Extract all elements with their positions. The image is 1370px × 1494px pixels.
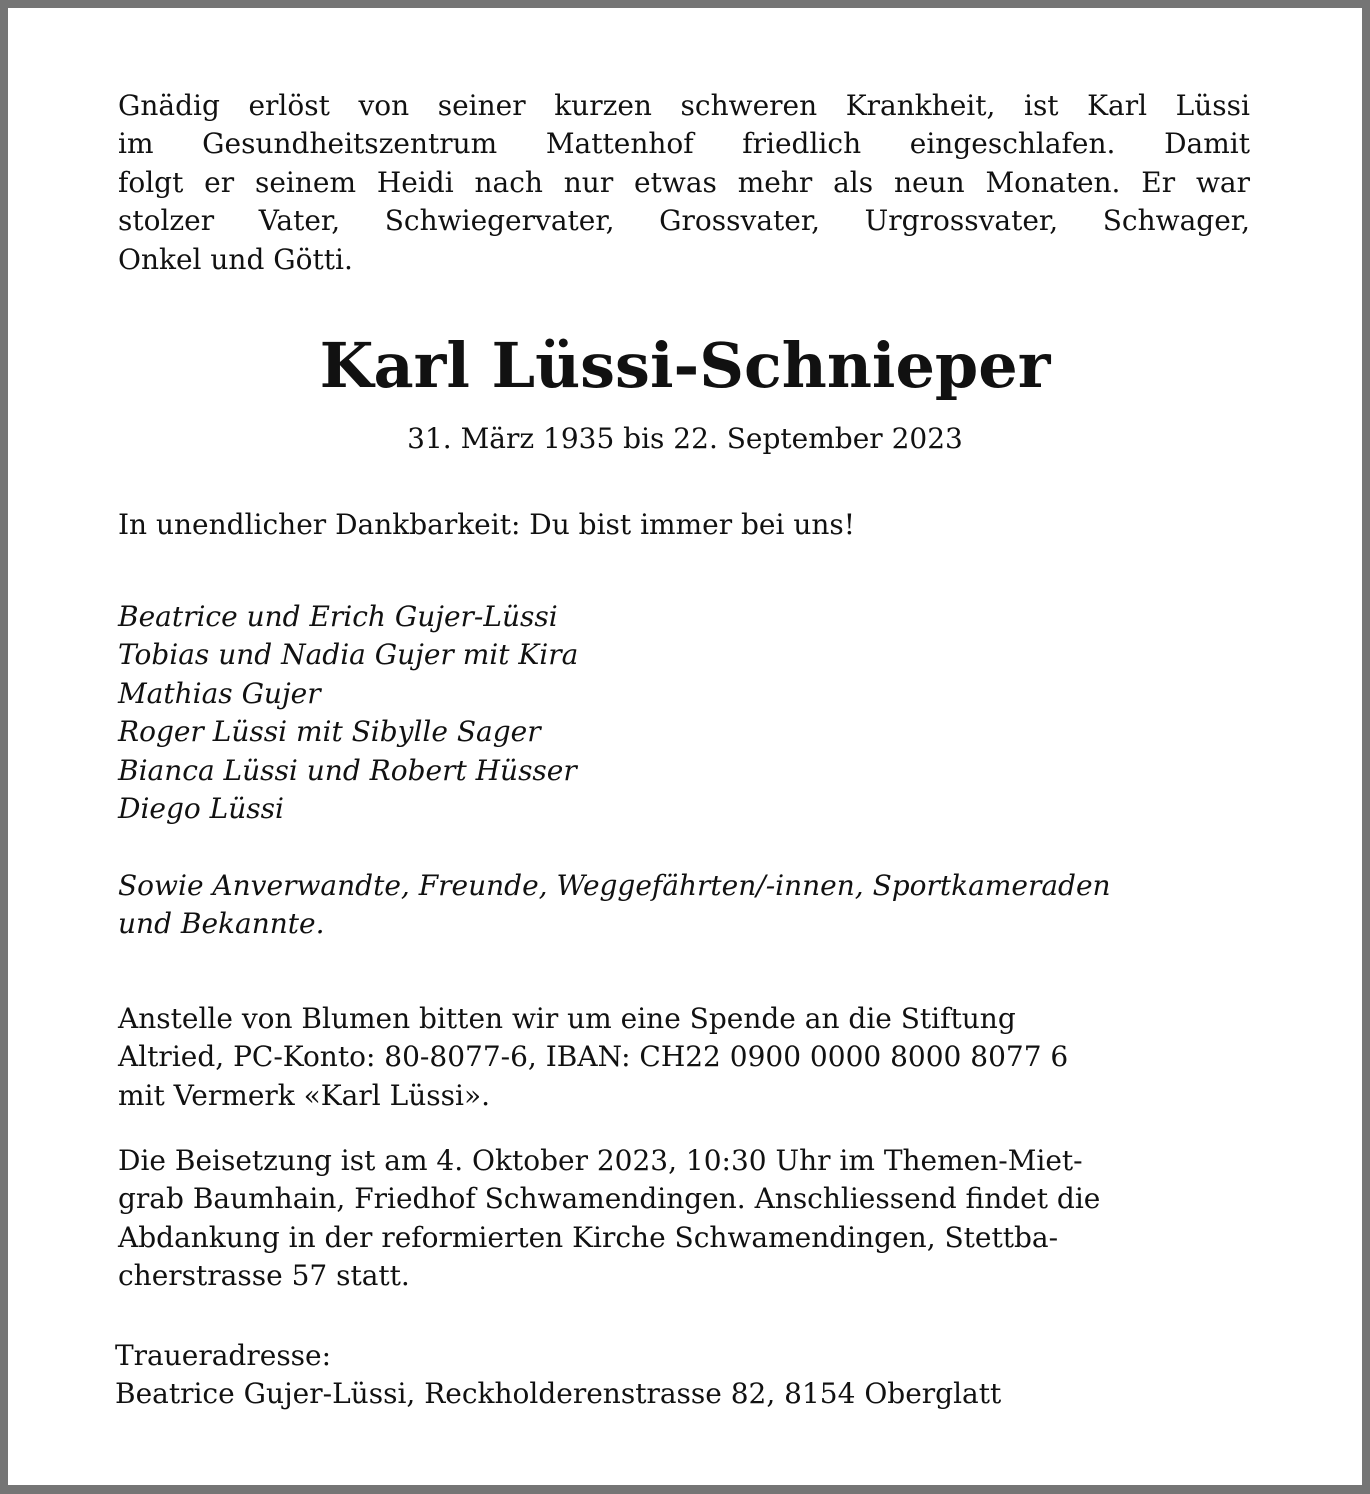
mourning-address	[115, 1337, 1247, 1414]
address-label: Traueradresse:	[115, 1339, 332, 1372]
others-paragraph	[118, 867, 1250, 944]
mourner: Bianca Lüssi und Robert Hüsser	[118, 753, 577, 787]
motto-text: In unendlicher Dankbarkeit: Du bist immer bei uns!	[118, 508, 856, 541]
donation-line: mit Vermerk «Karl Lüssi».	[118, 1078, 490, 1112]
mourner: Tobias und Nadia Gujer mit Kira	[118, 638, 579, 672]
obituary-page	[8, 8, 1362, 1485]
others-line: und Bekannte.	[118, 907, 325, 941]
burial-paragraph	[118, 1142, 1250, 1296]
burial-line: Die Beisetzung ist am 4. Oktober 2023, 10:30 Uhr im Themen-Miet-	[118, 1144, 1083, 1177]
burial-line: cherstrasse 57 statt.	[118, 1259, 410, 1293]
donation-line: Anstelle von Blumen bitten wir um eine Spende an die Stiftung	[118, 1002, 1016, 1035]
intro-line: im Gesundheitszentrum Mattenhof friedlich eingeschlafen. Damit	[118, 127, 1250, 161]
burial-line: Abdankung in der reformierten Kirche Schwamendingen, Stettba-	[118, 1220, 1059, 1254]
donation-paragraph	[118, 1000, 1250, 1115]
mourner: Beatrice und Erich Gujer-Lüssi	[118, 600, 558, 633]
intro-line: folgt er seinem Heidi nach nur etwas mehr als neun Monaten. Er war	[118, 165, 1250, 199]
mourner: Mathias Gujer	[118, 676, 321, 710]
intro-paragraph	[118, 87, 1250, 279]
intro-line: stolzer Vater, Schwiegervater, Grossvater, Urgrossvater, Schwager,	[118, 204, 1250, 238]
intro-line: Gnädig erlöst von seiner kurzen schweren Krankheit, ist Karl Lüssi	[118, 89, 1250, 122]
deceased-name: Karl Lüssi-Schnieper	[319, 329, 1051, 402]
others-line: Sowie Anverwandte, Freunde, Weggefährten/-innen, Sportkameraden	[118, 869, 1111, 902]
life-dates: 31. März 1935 bis 22. September 2023	[407, 422, 963, 455]
mourner: Roger Lüssi mit Sibylle Sager	[118, 715, 541, 749]
burial-line: grab Baumhain, Friedhof Schwamendingen. Anschliessend findet die	[118, 1182, 1101, 1216]
donation-line: Altried, PC-Konto: 80-8077-6, IBAN: CH22 0900 0000 8000 8077 6	[118, 1040, 1069, 1074]
address-value: Beatrice Gujer-Lüssi, Reckholderenstrasse 82, 8154 Oberglatt	[115, 1377, 1002, 1411]
motto	[118, 506, 1250, 544]
intro-line: Onkel und Götti.	[118, 242, 353, 276]
mourner: Diego Lüssi	[118, 792, 284, 826]
mourners-list	[118, 598, 1250, 828]
